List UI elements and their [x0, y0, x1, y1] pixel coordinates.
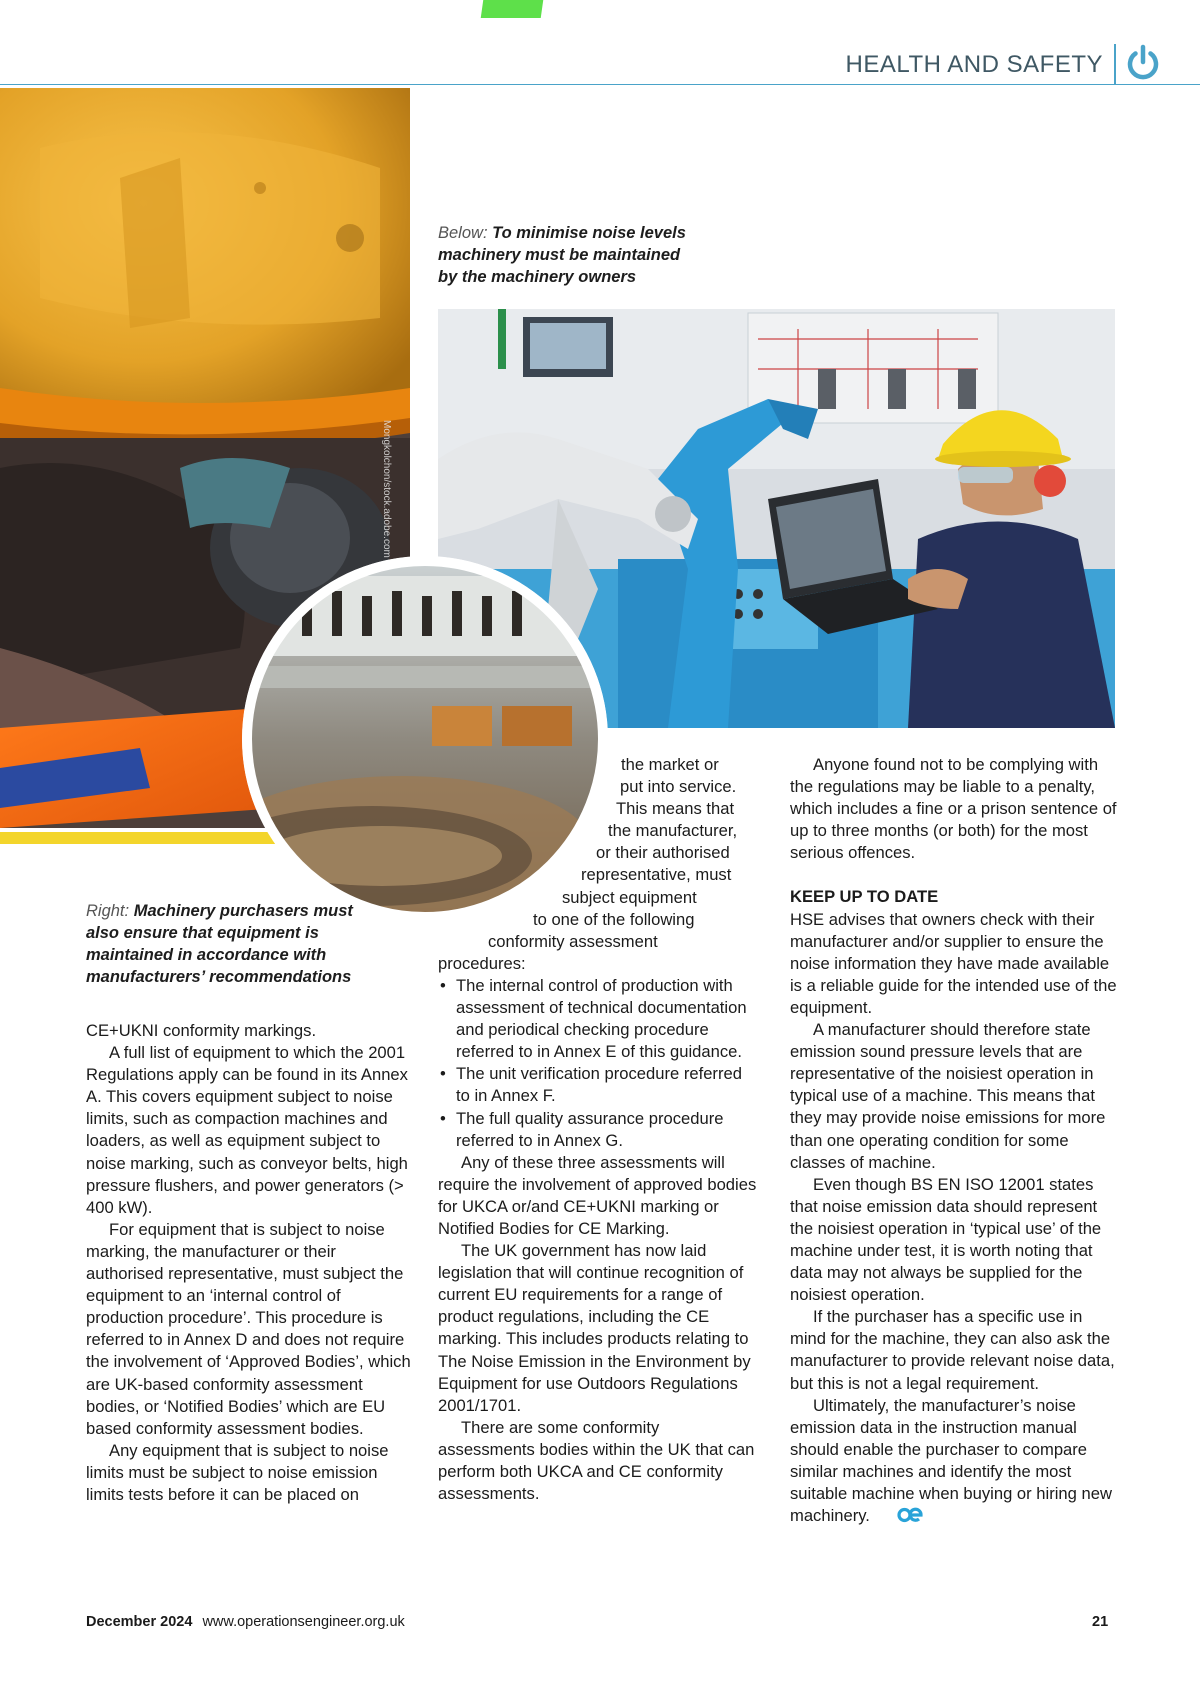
power-icon: [1124, 44, 1162, 82]
paragraph: A manufacturer should therefore state emission sound pressure levels that are representative of the noisiest operation in typical use of a machine. This means that they may provide noise emissions for more than one operating condition for some classes of machine.: [790, 1020, 1106, 1172]
wrapped-text-block: [438, 754, 758, 975]
photo-credit: Mongkolchon/stock.adobe.com: [381, 420, 392, 558]
footer-date: December 2024: [86, 1614, 193, 1630]
caption-right: [86, 900, 366, 988]
paragraph: Even though BS EN ISO 12001 states that noise emission data should represent the noisiest operation in ‘typical use’ of the machine under test, it is worth noting that data may not always be supplied for the noisiest operation.: [790, 1174, 1102, 1305]
subheading: KEEP UP TO DATE: [790, 887, 939, 907]
wrap-line: representative, must: [581, 865, 732, 885]
paragraph: Any of these three assessments will require the involvement of approved bodies for UKCA or/and CE+UKNI marking or Notified Bodies for CE Marking.: [438, 1152, 757, 1238]
caption-lead: Below:: [438, 224, 488, 242]
wrap-line: the manufacturer,: [608, 821, 738, 841]
wrap-line: or their authorised: [596, 843, 730, 863]
paragraph: Any equipment that is subject to noise limits must be subject to noise emission limits tests before it can be placed on: [86, 1440, 389, 1504]
paragraph-text: Ultimately, the manufacturer’s noise emission data in the instruction manual should enable the purchaser to compare similar machines and identify the most suitable machine when buying or hiring new machinery.: [790, 1395, 1112, 1526]
wrap-line: procedures:: [438, 953, 526, 973]
list-item: • The internal control of production with assessment of technical documentation and periodical checking procedure referred to in Annex E of this guidance.: [438, 975, 758, 1063]
paragraph: The UK government has now laid legislation that will continue recognition of current EU requirements for a range of product regulations, including the CE marking. This includes products relating to The Noise Emission in the Environment by Equipment for use Outdoors Regulations 2001/1701.: [438, 1241, 751, 1415]
final-paragraph: [790, 1395, 1120, 1530]
paragraph: A full list of equipment to which the 2001 Regulations apply can be found in its Annex A. This covers equipment subject to noise limits, such as compaction machines and loaders, as well as equipment subject to noise marking, such as conveyor belts, high pressure flushers, and power generators (> 400 kW).: [86, 1043, 408, 1217]
caption-lead: Right:: [86, 902, 130, 920]
footer-url[interactable]: www.operationsengineer.org.uk: [202, 1614, 405, 1630]
caption-text: To minimise noise levels machinery must be maintained by the machinery owners: [438, 224, 686, 286]
paragraph: If the purchaser has a specific use in mind for the machine, they can also ask the manufacturer to provide relevant noise data, but this is not a legal requirement.: [790, 1307, 1115, 1393]
paragraph: For equipment that is subject to noise marking, the manufacturer or their authorised representative, must subject the equipment to an ‘internal control of production procedure’. This procedure is referred to in Annex D and does not require the involvement of ‘Approved Bodies’, which are UK-based conformity assessment bodies, or ‘Notified Bodies’ which are EU based conformity assessment bodies.: [86, 1219, 411, 1438]
paragraph: HSE advises that owners check with their manufacturer and/or supplier to ensure the noise information they have made available is a reliable guide for the intended use of the equipment.: [790, 909, 1117, 1017]
wrap-line: to one of the following: [533, 909, 695, 929]
caption-below: [438, 222, 698, 288]
paragraph: Anyone found not to be complying with the regulations may be liable to a penalty, which includes a fine or a prison sentence of up to three months (or both) for the most serious offences.: [790, 755, 1117, 863]
paragraph: There are some conformity assessments bodies within the UK that can perform both UKCA and CE conformity assessments.: [438, 1417, 755, 1504]
body-column-2: [438, 754, 758, 1505]
header-divider: [1114, 44, 1116, 84]
body-column-3: [790, 754, 1120, 1529]
header-rule: [0, 84, 1200, 85]
list-item: • The unit verification procedure referred to in Annex F.: [438, 1063, 758, 1107]
wrap-line: This means that: [616, 799, 735, 819]
wrap-line: subject equipment: [562, 887, 697, 907]
section-title: HEALTH AND SAFETY: [845, 51, 1103, 78]
wrap-line: put into service.: [620, 777, 737, 797]
wrap-line: the market or: [621, 755, 719, 774]
oe-logo-icon: [874, 1507, 923, 1529]
green-tab-decoration: [481, 0, 544, 18]
caption-text: Machinery purchasers must also ensure that equipment is maintained in accordance with manufacturers’ recommendations: [86, 902, 353, 986]
page-number: 21: [1092, 1614, 1109, 1630]
procedure-list: [438, 975, 758, 1152]
footer: [86, 1614, 405, 1630]
list-item: • The full quality assurance procedure referred to in Annex G.: [438, 1108, 758, 1152]
paragraph: CE+UKNI conformity markings.: [86, 1021, 317, 1040]
body-column-1: [86, 1020, 416, 1506]
wrap-line: conformity assessment: [488, 931, 658, 951]
